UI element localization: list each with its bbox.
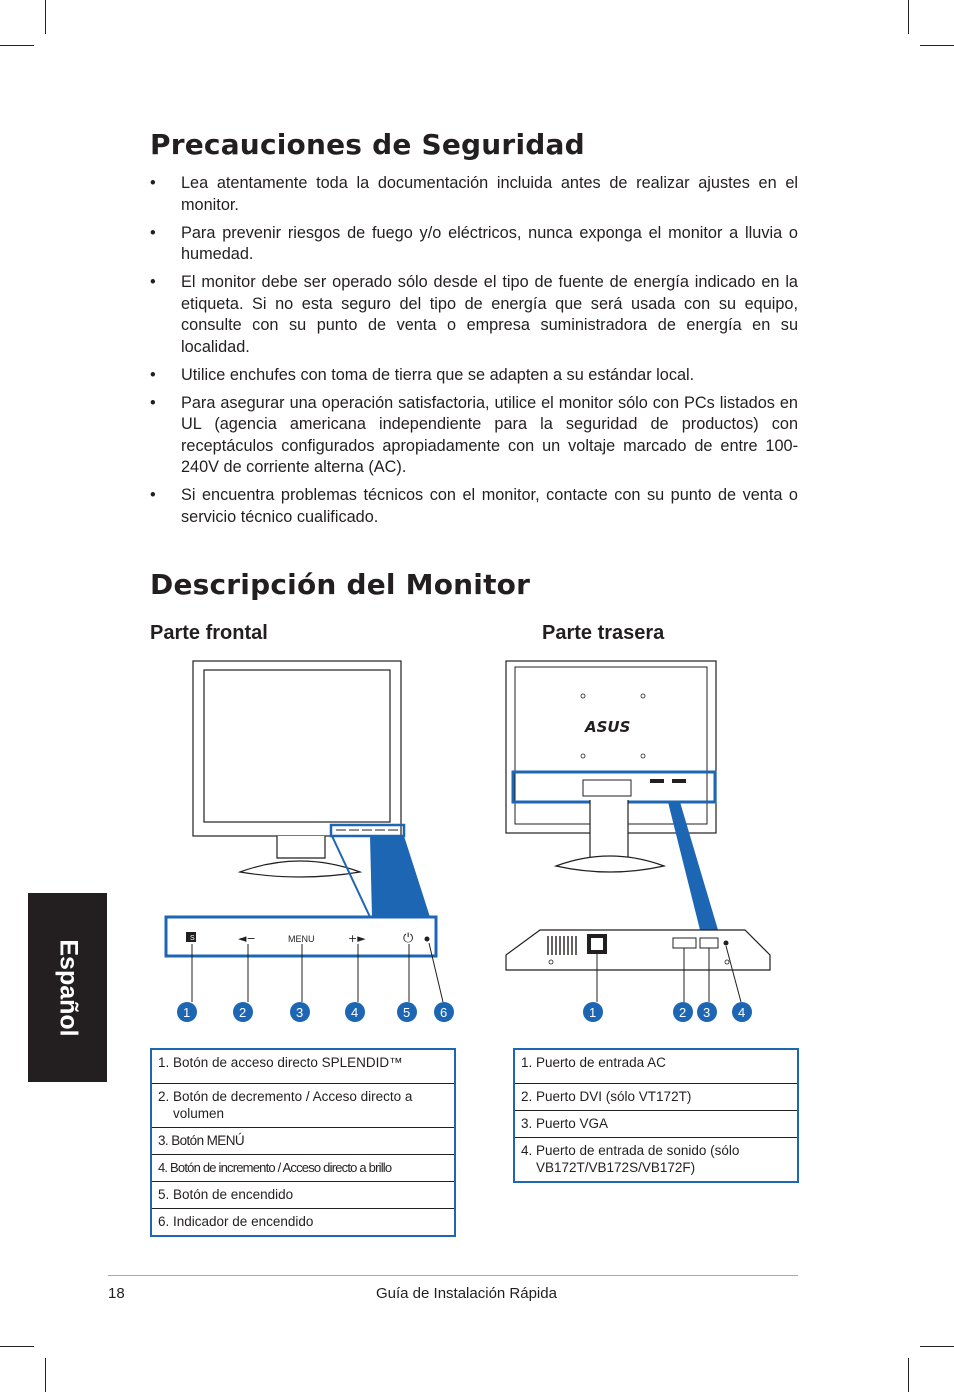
callout-number: 1	[183, 1005, 191, 1020]
rear-legend-table	[513, 1048, 799, 1183]
list-item: • Para asegurar una operación satisfactoria, utilice el monitor sólo con PCs listados en UL (agencia americana independiente para la seguridad de productos) con receptáculos configurados apropiadamente con un voltaje marcado de entre 100-240V de corriente alterna (AC).	[150, 393, 798, 476]
crop-mark	[45, 1358, 46, 1392]
front-monitor-diagram	[160, 655, 470, 1035]
crop-mark	[908, 0, 909, 34]
asus-logo: ASUS	[585, 718, 631, 736]
list-item: • Lea atentamente toda la documentación incluida antes de realizar ajustes en el monitor.	[150, 174, 798, 214]
page-number: 18	[108, 1285, 125, 1302]
callout-number: 2	[239, 1005, 247, 1020]
callout-number: 2	[679, 1005, 687, 1020]
table-row: 1. Botón de acceso directo SPLENDID™	[151, 1049, 455, 1084]
svg-text:⏻: ⏻	[403, 931, 414, 946]
callout-number: 4	[351, 1005, 359, 1020]
list-item: • Si encuentra problemas técnicos con el monitor, contacte con su punto de venta o servicio técnico cualificado.	[150, 486, 798, 526]
table-row: 4. Botón de incremento / Acceso directo a brillo	[151, 1155, 455, 1182]
callout-number: 3	[296, 1005, 304, 1020]
guide-title: Guía de Instalación Rápida	[376, 1285, 557, 1302]
footer-divider	[108, 1275, 798, 1276]
crop-mark	[920, 45, 954, 46]
safety-title: Precauciones de Seguridad	[150, 128, 585, 161]
menu-label: MENU	[288, 934, 315, 944]
front-heading: Parte frontal	[150, 622, 268, 644]
callout-number: 3	[703, 1005, 711, 1020]
svg-text:+►: +►	[348, 932, 366, 945]
list-item: • Utilice enchufes con toma de tierra que se adapten a su estándar local.	[150, 365, 695, 384]
crop-mark	[908, 1358, 909, 1392]
crop-mark	[920, 1346, 954, 1347]
svg-text:◄−: ◄−	[238, 932, 256, 945]
list-item: • El monitor debe ser operado sólo desde el tipo de fuente de energía indicado en la etiqueta. Si no esta seguro del tipo de energía que será usada con su equipo, consulte con su punto de venta o empresa suministradora de energía en su localidad.	[150, 273, 798, 356]
safety-list	[150, 173, 798, 535]
table-row: 6. Indicador de encendido	[158, 1214, 314, 1229]
monitor-title: Descripción del Monitor	[150, 568, 531, 601]
front-legend-table	[150, 1048, 456, 1237]
callout-number: 1	[589, 1005, 597, 1020]
language-tab: Español	[28, 893, 107, 1082]
table-row: 2. Botón de decremento / Acceso directo a volumen	[151, 1084, 455, 1128]
crop-mark	[45, 0, 46, 34]
crop-mark	[0, 45, 34, 46]
table-row: 1. Puerto de entrada AC	[514, 1049, 798, 1084]
list-item: • Para prevenir riesgos de fuego y/o eléctricos, nunca exponga el monitor a lluvia o humedad.	[150, 223, 798, 263]
callout-number: 6	[440, 1005, 448, 1020]
table-row: 4. Puerto de entrada de sonido (sólo VB172T/VB172S/VB172F)	[521, 1143, 740, 1175]
table-row: 3. Puerto VGA	[514, 1111, 798, 1138]
crop-mark	[0, 1346, 34, 1347]
callout-number: 5	[403, 1005, 411, 1020]
svg-text:S: S	[190, 935, 195, 942]
rear-heading: Parte trasera	[542, 622, 665, 644]
rear-monitor-diagram	[500, 655, 780, 1035]
table-row: 3. Botón MENÚ	[151, 1128, 455, 1155]
table-row: 5. Botón de encendido	[151, 1182, 455, 1209]
callout-number: 4	[738, 1005, 746, 1020]
table-row: 2. Puerto DVI (sólo VT172T)	[514, 1084, 798, 1111]
